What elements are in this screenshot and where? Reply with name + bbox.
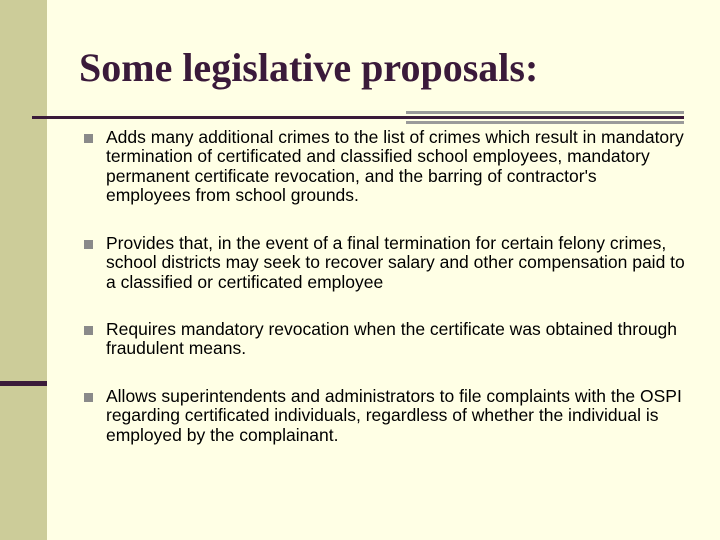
left-band-marker <box>0 381 47 386</box>
bullet-text: Provides that, in the event of a final termination for certain felony crimes, school districts may seek to recover salary and other compensation paid to a classified or certificated employee <box>106 233 685 292</box>
square-bullet-icon <box>84 240 93 249</box>
bullet-text: Adds many additional crimes to the list of crimes which result in mandatory termination of certificated and classified school employees, mandatory permanent certificate revocation, and the barring of contractor's employees from school grounds. <box>106 127 684 205</box>
bullet-text: Requires mandatory revocation when the certificate was obtained through fraudulent means. <box>106 319 678 359</box>
square-bullet-icon <box>84 134 93 143</box>
title-underline-rule <box>32 116 684 119</box>
square-bullet-icon <box>84 393 93 402</box>
slide-title: Some legislative proposals: <box>79 45 539 90</box>
bullet-text: Allows superintendents and administrators to file complaints with the OSPI regarding certificated individuals, regardless of whether the individual is employed by the complainant. <box>106 386 682 445</box>
left-decorative-band <box>0 0 47 540</box>
square-bullet-icon <box>84 326 93 335</box>
